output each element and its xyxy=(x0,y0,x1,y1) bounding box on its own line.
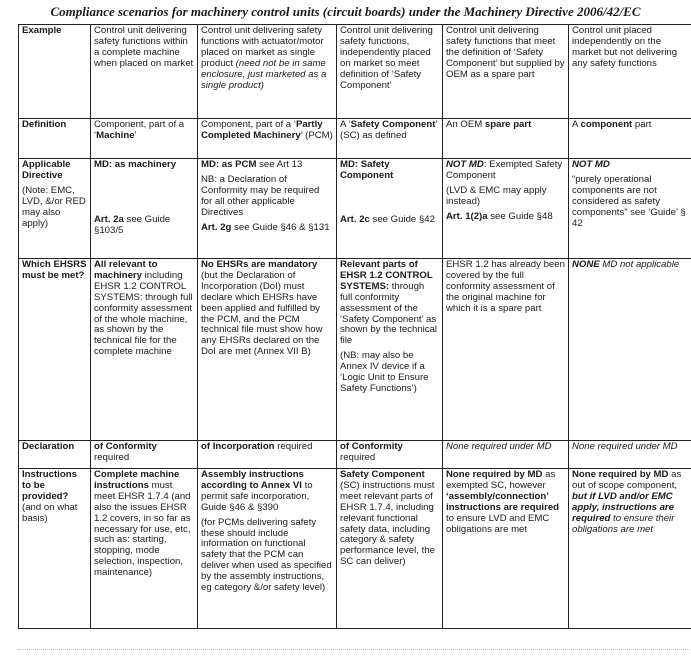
page-title: Compliance scenarios for machinery control units (circuit boards) under the Machinery Directive 2006/42/EC xyxy=(50,4,641,19)
cell-declaration-pcm xyxy=(198,441,337,469)
cell-applicable-component xyxy=(569,159,691,259)
text: see Guide §46 & §131 xyxy=(231,221,330,233)
text xyxy=(201,160,333,171)
text-bold: of Conformity xyxy=(340,441,403,452)
text-bold: of Incorporation xyxy=(201,441,275,452)
text: Control unit delivering safety functions with actuator/motor placed on market as single product xyxy=(201,25,324,69)
text: Component, part of a ‘ xyxy=(94,119,185,141)
text: to permit safe incorporation, Guide §46 & §390 xyxy=(201,479,313,513)
cell-ehsrs-safety-component xyxy=(337,259,443,441)
row-label-example: Example xyxy=(19,25,91,119)
text xyxy=(446,160,565,182)
row-example xyxy=(19,25,691,119)
text-bold: Machine xyxy=(96,129,135,141)
text-bold: Complete machine instructions xyxy=(94,469,180,491)
cell-example-spare-part: Control unit delivering safety functions that meet the definition of ‘Safety Component’ but supplied by OEM as a spare part xyxy=(443,25,569,119)
text: (NB: may also be Annex IV device if a ‘Logic Unit to Ensure Safety Functions’) xyxy=(340,350,429,394)
text: “purely operational components are not considered as safety components” see ‘Guide’ § 42 xyxy=(572,173,686,229)
cell-applicable-spare-part xyxy=(443,159,569,259)
row-label-declaration: Declaration xyxy=(19,441,91,469)
text: (SC) instructions must meet relevant parts of EHSR 1.7.4, including relevant functional safety data, including category & safety performance level, the SC can deliver) xyxy=(340,479,435,568)
cell-declaration-safety-component xyxy=(337,441,443,469)
row-declaration xyxy=(19,441,691,469)
text: including EHSR 1.2 CONTROL SYSTEMS: through full conformity assessment of the whole machine, as shown by the technical file for the complete machine xyxy=(94,269,193,358)
text-bold: Partly Completed Machinery xyxy=(201,119,323,141)
text: part xyxy=(632,119,652,130)
text-bold: Art. 2c xyxy=(340,213,370,225)
text: through full conformity assessment of the ‘Safety Component’ as shown by the technical file xyxy=(340,280,438,347)
text: as exempted SC, however xyxy=(446,469,556,491)
row-note: (and on what basis) xyxy=(22,501,78,524)
text: : Exempted Safety Component xyxy=(446,159,563,181)
text: A ‘ xyxy=(340,119,351,130)
text-italic: MD not applicable xyxy=(599,259,680,270)
text-bold: MD: as machinery xyxy=(94,159,177,170)
cell-instructions-spare-part xyxy=(443,469,569,629)
text: (for PCMs delivering safety these should include information on functional safety that the PCM can deliver when used as specified by the assembly instructions, eg category &/or safety level) xyxy=(201,516,332,594)
cell-instructions-pcm xyxy=(198,469,337,629)
article-ref xyxy=(201,223,333,234)
compliance-table xyxy=(18,24,691,629)
row-definition xyxy=(19,119,691,159)
text-bold: Safety Component xyxy=(340,469,425,480)
text: to ensure LVD and EMC obligations are met xyxy=(446,512,550,535)
text-bold-italic: but if LVD and/or EMC apply, instructions are required xyxy=(572,490,675,524)
text-bold: Art. 2a xyxy=(94,213,124,225)
text-bold: No EHSRs are mandatory xyxy=(201,259,318,270)
text: NB: a Declaration of Conformity may be required for all other applicable Directives xyxy=(201,173,320,218)
text xyxy=(201,470,333,514)
cell-example-component: Control unit placed independently on the market but not delivering any safety functions xyxy=(569,25,691,119)
row-ehsrs xyxy=(19,259,691,441)
cell-example-machine: Control unit delivering safety functions within a complete machine when placed on market xyxy=(91,25,198,119)
cell-definition-component xyxy=(569,119,691,159)
cell-declaration-component: None required under MD xyxy=(569,441,691,469)
cell-instructions-component xyxy=(569,469,691,629)
article-ref xyxy=(94,215,194,237)
text-bold: spare part xyxy=(484,119,532,130)
text-italic: to ensure their obligations are met xyxy=(572,512,675,535)
row-label-definition: Definition xyxy=(19,119,91,159)
text: see Guide §103/5 xyxy=(94,213,171,236)
text: ’ xyxy=(134,129,137,141)
cell-definition-spare-part xyxy=(443,119,569,159)
text: see Guide §42 xyxy=(369,213,435,225)
cell-applicable-safety-component xyxy=(337,159,443,259)
text: ’ (PCM) xyxy=(300,129,333,141)
text-bold: of Conformity xyxy=(94,441,157,452)
row-instructions xyxy=(19,469,691,629)
cell-applicable-machine xyxy=(91,159,198,259)
text: A xyxy=(572,119,581,130)
text-bold: MD: Safety Component xyxy=(340,159,394,181)
cell-example-pcm xyxy=(198,25,337,119)
cell-instructions-safety-component xyxy=(337,469,443,629)
row-label: Applicable Directive xyxy=(22,159,71,181)
row-label: Instructions to be provided? xyxy=(22,469,77,502)
text: see Guide §48 xyxy=(487,210,553,222)
text-bold-italic: NOT MD xyxy=(572,159,610,170)
text: An OEM xyxy=(446,119,485,130)
text-bold: Art. 2g xyxy=(201,221,232,233)
cell-definition-safety-component xyxy=(337,119,443,159)
row-note: (Note: EMC, LVD, &/or RED may also apply) xyxy=(22,184,86,229)
text-bold: None required by MD xyxy=(446,469,543,480)
text: required xyxy=(94,451,130,463)
text-bold: component xyxy=(580,119,633,130)
text xyxy=(340,260,439,347)
text-bold: Assembly instructions according to Annex VI xyxy=(201,469,304,491)
article-ref xyxy=(340,215,439,226)
text: required xyxy=(274,441,313,452)
text-bold: Safety Component xyxy=(350,119,436,130)
cell-ehsrs-component xyxy=(569,259,691,441)
row-label-instructions xyxy=(19,469,91,629)
text-bold: ‘assembly/connection’ instructions are required xyxy=(446,490,560,513)
text-bold: Art. 1(2)a xyxy=(446,210,488,222)
row-label-ehsrs: Which EHSRS must be met? xyxy=(19,259,91,441)
article-ref xyxy=(446,212,565,223)
text: Component, part of a ‘ xyxy=(201,119,296,130)
row-applicable-directive xyxy=(19,159,691,259)
cell-ehsrs-pcm xyxy=(198,259,337,441)
text-bold: All relevant to machinery xyxy=(94,259,158,281)
cell-ehsrs-machine xyxy=(91,259,198,441)
text-bold-italic: NOT MD xyxy=(446,159,484,170)
text: as out of scope component, xyxy=(572,469,682,491)
text: required xyxy=(340,451,376,463)
text-bold: Relevant parts of EHSR 1.2 CONTROL SYSTEMS: xyxy=(340,259,433,292)
text: see Art 13 xyxy=(256,159,303,170)
cell-declaration-spare-part: None required under MD xyxy=(443,441,569,469)
text: (LVD & EMC may apply instead) xyxy=(446,184,547,207)
footer-divider xyxy=(18,649,691,650)
cell-instructions-machine xyxy=(91,469,198,629)
cell-definition-machine xyxy=(91,119,198,159)
text-bold: MD: as PCM xyxy=(201,159,257,170)
cell-declaration-machine xyxy=(91,441,198,469)
row-label-applicable-directive xyxy=(19,159,91,259)
text-bold: None required by MD xyxy=(572,469,669,480)
cell-applicable-pcm xyxy=(198,159,337,259)
cell-definition-pcm xyxy=(198,119,337,159)
text: must meet EHSR 1.7.4 (and also the issues EHSR 1.2 covers, in so far as necessary for use, etc, such as: starting, stopping, mode selection, inspection, maintenance) xyxy=(94,479,191,579)
text: ’ (SC) as defined xyxy=(340,119,438,141)
cell-example-safety-component: Control unit delivering safety functions, independently placed on market so meet definition of ‘Safety Component’ xyxy=(337,25,443,119)
text: (but the Declaration of Incorporation (DoI) must declare which EHSRs have been applied and fulfilled by the PCM, and the PCM technical file must show how any EHSRs declared on the DoI are met (Annex VII B) xyxy=(201,269,323,358)
text-bold-italic: NONE xyxy=(572,259,600,270)
cell-ehsrs-spare-part: EHSR 1.2 has already been covered by the full conformity assessment of the original machine for which it is a spare part xyxy=(443,259,569,441)
text-italic: (need not be in same enclosure, just marketed as a single product) xyxy=(201,57,327,91)
